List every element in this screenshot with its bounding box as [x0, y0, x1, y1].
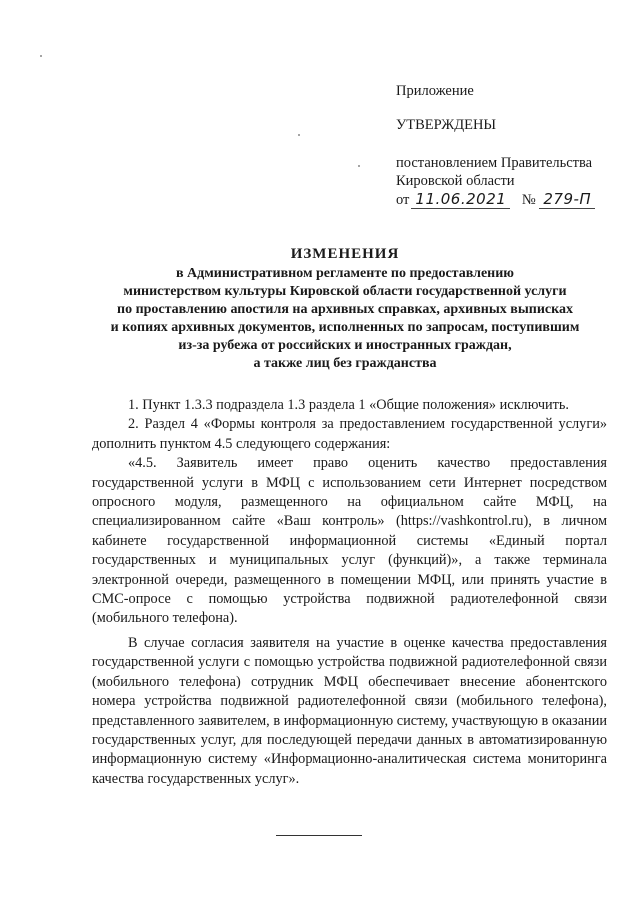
- document-title: [80, 245, 610, 373]
- paragraph-1: 1. Пункт 1.3.3 подраздела 1.3 раздела 1 «Общие положения» исключить.: [128, 397, 570, 413]
- decree-line-2: Кировской области: [396, 173, 515, 189]
- appendix-label: Приложение: [396, 83, 474, 99]
- closing-rule: [276, 835, 362, 836]
- title-line: по проставлению апостиля на архивных справках, архивных выписках: [117, 302, 573, 317]
- decree-line-1: постановлением Правительства: [396, 155, 593, 171]
- paragraph-2: 2. Раздел 4 «Формы контроля за предоставлением государственной услуги» дополнить пунктом 4.5 следующего содержания:: [92, 416, 607, 452]
- handwritten-date: 11.06.2021: [411, 190, 510, 209]
- approval-stamp: [396, 82, 626, 209]
- scan-speck: [358, 165, 360, 167]
- handwritten-number: 279-П: [539, 190, 595, 209]
- approved-label: УТВЕРЖДЕНЫ: [396, 117, 497, 133]
- title-line: и копиях архивных документов, исполненных по запросам, поступившим: [110, 320, 580, 335]
- decree-date-line: [396, 190, 626, 209]
- title-line: в Административном регламенте по предоставлению: [176, 266, 514, 281]
- scan-speck: [40, 55, 42, 57]
- paragraph-3: «4.5. Заявитель имеет право оценить качество предоставления государственной услуги в МФЦ с использованием сети Интернет посредством опросного модуля, размещенного на официальном сайте МФЦ, на специализированном сайте «Ваш контроль» (https://vashkontrol.ru), в личном кабинете государственной информационной системы «Единый портал государственных и муниципальных услуг (функций)», а также терминала электронной очереди, размещенного в помещении МФЦ, или принять участие в СМС-опросе с помощью устройства подвижной радиотелефонной связи (мобильного телефона).: [92, 455, 607, 627]
- date-prefix: от: [396, 192, 410, 208]
- title-line: министерством культуры Кировской области государственной услуги: [123, 284, 567, 299]
- title-line: а также лиц без гражданства: [253, 356, 437, 371]
- document-body: [92, 396, 607, 789]
- number-prefix: №: [521, 192, 536, 208]
- paragraph-4: В случае согласия заявителя на участие в оценке качества предоставления государственной услуги с помощью устройства подвижной радиотелефонной связи (мобильного телефона) сотрудник МФЦ обеспечивает внесение абонентского номера устройства подвижной радиотелефонной связи (мобильного телефона), представленного заявителем, в информационную систему, участвующую в оказании государственных услуг, для последующей передачи данных в автоматизированную информационную систему «Информационно-аналитическая система мониторинга качества государственных услуг».: [92, 634, 607, 787]
- title-main: ИЗМЕНЕНИЯ: [290, 246, 400, 262]
- scan-speck: [298, 134, 300, 136]
- title-line: из-за рубежа от российских и иностранных граждан,: [178, 338, 512, 353]
